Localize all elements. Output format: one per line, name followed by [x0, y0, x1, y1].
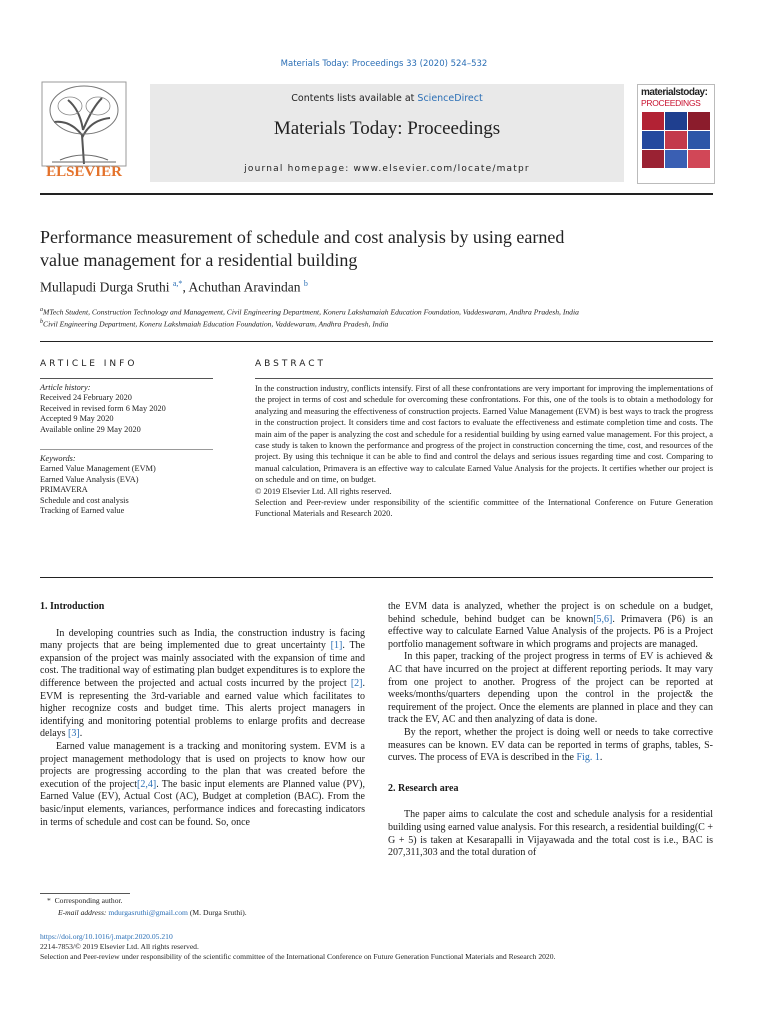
affiliation-b-sup: b [40, 319, 43, 325]
email-label: E-mail address: [58, 908, 109, 917]
email-name: (M. Durga Sruthi). [187, 908, 247, 917]
intro-paragraph-1: In developing countries such as India, the construction industry is facing many projects that are being implemented due to great uncertainty [1]. The expansion of the project was mainly associated with the expansion of time and cost. The traditional way of estimating plan budget expenditures is to explore the difference between the projected and actual costs incurred by the project [2]. EVM is representing the 3rd-variable and earned value which facilitates to higher recognize costs and budget time. This alerts project managers in identifying and monitoring potential problems to enlarge profits and decrease delays [3]. [40, 627, 365, 740]
abstract-body [255, 383, 713, 520]
keywords-rule [40, 449, 213, 450]
cover-brand: materialstoday: [641, 87, 708, 98]
journal-homepage[interactable]: journal homepage: www.elsevier.com/locate/matpr [244, 164, 530, 174]
keyword-item: Tracking of Earned value [40, 506, 125, 516]
research-area-heading: 2. Research area [388, 782, 459, 794]
journal-title: Materials Today: Proceedings [273, 118, 501, 139]
author-2: Achuthan Aravindan [188, 279, 301, 295]
right-paragraph-3: By the report, whether the project is doing well or needs to take corrective measures can be known. EV data can be reported in terms of graphs, tables, S-curves. The process of EVA is described in the Fig. 1. [388, 726, 713, 764]
keyword-item: Earned Value Analysis (EVA) [40, 474, 139, 484]
affiliation-b [40, 319, 720, 329]
cover-subtitle: PROCEEDINGS [641, 98, 701, 108]
right-paragraph-1: the EVM data is analyzed, whether the project is on schedule on a budget, behind schedule, behind budget can be known[5,6]. Primavera (P6) is an effective way to calculate Earned Value Analysis of the projects. P6 is a Project portfolio management software in which programs and projects are managed. [388, 601, 713, 650]
abstract-text: In the construction industry, conflicts intensify. First of all these confrontations are very important for improving the implementations of the project in terms of cost and schedule for overcoming these confrontations. For this, one of the tools is to obtain a methodology for analyzing and measuring the effectiveness of construction projects. Earned Value Management (EVM) is best ways to track the progress in the construction project. It considers time and cost factors to evaluate the effectiveness and estimate completion time and costs. The main aim of the paper is analyzing the cost and schedule for a residential building by using earned value management. For this project, a case study is taken to known the performance and progress of the project in construction concerning the time, cost, and resources of the project. By using this technique it can be able to find and control the delays and serious issues regarding time and cost. Comparing to manual calculation, Primavera is an effective way to calculate Earned Value Analysis for the projects. It certifies whether our project is on schedule and on time, on budget. [255, 384, 713, 485]
abstract-end-rule [40, 577, 713, 578]
affiliation-b-text: Civil Engineering Department, Koneru Lakshmaiah Education Foundation, Vaddewaram, Andhra Pradesh, India [43, 319, 389, 329]
title-line-2: value management for a residential building [40, 250, 358, 270]
issn-line: 2214-7853/© 2019 Elsevier Ltd. All rights reserved. [40, 942, 199, 951]
article-info-rule [40, 378, 213, 379]
author-2-affil[interactable]: b [303, 279, 308, 288]
article-info-heading: ARTICLE INFO [40, 359, 138, 369]
email-link[interactable]: mdurgasruthi@gmail.com [108, 908, 188, 917]
author-list [40, 279, 308, 296]
footer-peer-review: Selection and Peer-review under responsibility of the scientific committee of the International Conference on Future Generation Functional Materials and Research 2020. [40, 952, 556, 961]
affiliation-a [40, 307, 720, 317]
author-1-affil[interactable]: a,* [172, 279, 183, 288]
history-online: Available online 29 May 2020 [40, 424, 141, 434]
author-1: Mullapudi Durga Sruthi [40, 279, 170, 295]
abstract-rule [255, 378, 713, 379]
keywords-label: Keywords: [40, 454, 76, 463]
doi-link[interactable]: https://doi.org/10.1016/j.matpr.2020.05.210 [40, 932, 173, 941]
affiliation-a-text: MTech Student, Construction Technology and Management, Civil Engineering Department, Koneru Lakshamaiah Education Foundation, Vaddeswaram, Andhra Pradesh, India [43, 307, 579, 317]
sciencedirect-link[interactable]: ScienceDirect [417, 93, 483, 104]
keywords-block [40, 454, 215, 516]
elsevier-wordmark: ELSEVIER [46, 164, 122, 180]
title-rule [40, 341, 713, 342]
research-paragraph: The paper aims to calculate the cost and schedule analysis for a residential building using earned value analysis. For this research, a residential building(C + G + 5) is taken at Kesarapalli in Vijayawada and the total cost is i.e., BAC is 207,311,303 and the total duration of [388, 809, 713, 859]
abstract-copyright: © 2019 Elsevier Ltd. All rights reserved. [255, 486, 392, 496]
contents-prefix: Contents lists available at [291, 93, 418, 104]
header-rule [40, 193, 713, 195]
journal-citation-link[interactable]: Materials Today: Proceedings 33 (2020) 524–532 [280, 59, 488, 69]
ref-link[interactable]: [2] [350, 677, 363, 689]
right-paragraph-2: In this paper, tracking of the project progress in terms of EV is achieved & AC that have incurred on the project at different reporting periods. It may vary from one project to another. Progress of the project can be reported at weeks/months/quarters depending upon the control in the project& the requirement of the project. Once the elements are planned in place and they can track the EV, AC and then analyzing of data is done. [388, 651, 713, 726]
history-accepted: Accepted 9 May 2020 [40, 414, 114, 424]
footnote-corresponding [47, 896, 123, 905]
footnote-corr-text: Corresponding author. [54, 896, 123, 905]
history-received: Received 24 February 2020 [40, 393, 132, 403]
abstract-peer-review: Selection and Peer-review under responsibility of the scientific committee of the International Conference on Future Generation Functional Materials and Research 2020. [255, 498, 713, 519]
footnote-star: * [47, 896, 51, 905]
footnote-rule [40, 893, 130, 894]
paper-title [40, 226, 660, 272]
ref-link[interactable]: [3] [68, 728, 80, 740]
left-column [40, 601, 365, 829]
ref-link[interactable]: [1] [330, 640, 343, 652]
right-column [388, 601, 713, 860]
keyword-item: Schedule and cost analysis [40, 495, 129, 505]
author-separator: , [182, 279, 189, 295]
keyword-item: PRIMAVERA [40, 485, 88, 495]
keyword-item: Earned Value Management (EVM) [40, 464, 156, 474]
history-revised: Received in revised form 6 May 2020 [40, 403, 166, 413]
elsevier-logo [40, 80, 128, 190]
ref-link[interactable]: [2,4] [137, 778, 157, 790]
title-line-1: Performance measurement of schedule and cost analysis by using earned [40, 227, 565, 247]
footnote-email [58, 908, 247, 917]
intro-paragraph-2: Earned value management is a tracking and monitoring system. EVM is a project management methodology that is used on projects to know how our projects are progressing according to the plan that was created before the execution of the project[2,4]. The basic input elements are Planned value (PV), Earned Value (EV), Actual Cost (AC), Budget at completion (BAC). From the basic/input elements, variances, performance indices and forecasting indicators in terms of schedule and cost can be found. So, once [40, 740, 365, 828]
contents-line [150, 93, 624, 104]
journal-cover [637, 84, 715, 184]
history-label: Article history: [40, 383, 91, 392]
ref-link[interactable]: [5,6] [593, 613, 613, 625]
page-footer [40, 932, 720, 962]
cover-image-icon [638, 108, 714, 176]
article-history [40, 383, 215, 435]
affiliation-a-sup: a [40, 307, 43, 313]
abstract-heading: ABSTRACT [255, 359, 327, 369]
introduction-heading: 1. Introduction [40, 601, 105, 612]
figure-link[interactable]: Fig. 1 [576, 752, 600, 764]
